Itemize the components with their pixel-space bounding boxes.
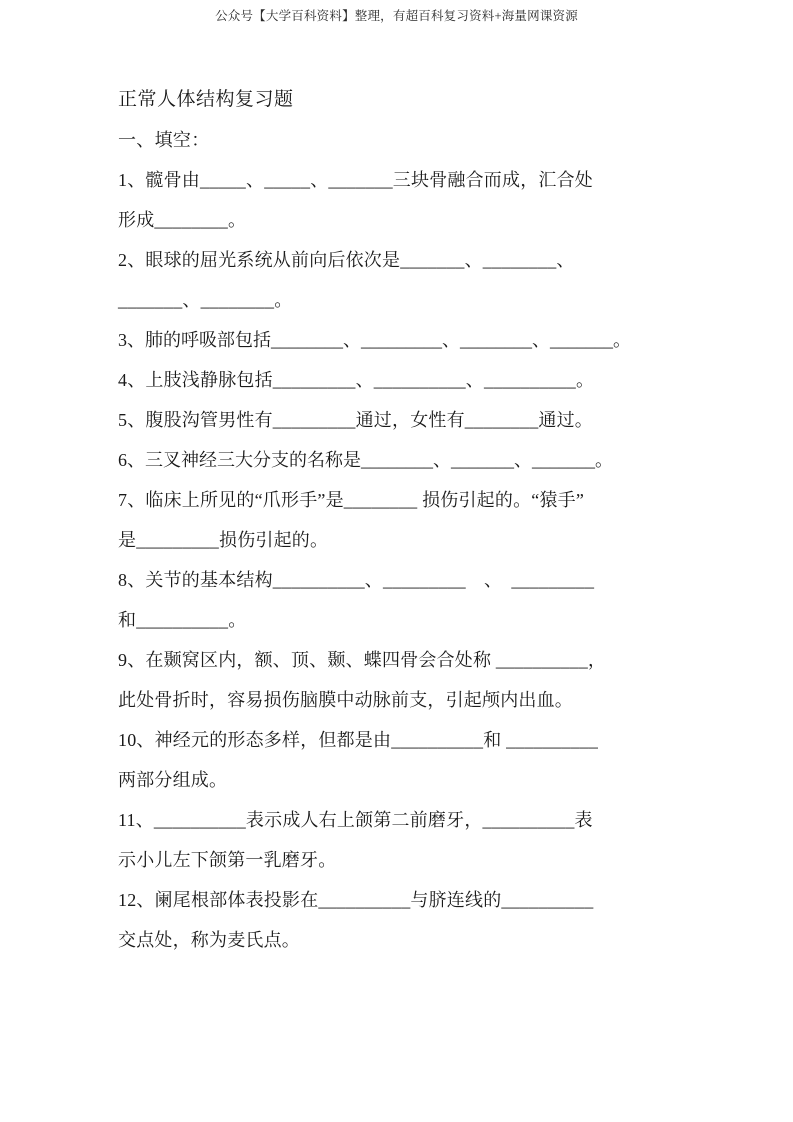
section-heading-fill-in-blank: 一、填空： bbox=[118, 130, 210, 150]
question-6-line-1: 6、三叉神经三大分支的名称是________、_______、_______。 bbox=[118, 450, 613, 470]
question-1-line-2: 形成________。 bbox=[118, 210, 247, 230]
question-12-line-1: 12、阑尾根部体表投影在__________与脐连线的__________ bbox=[118, 890, 594, 910]
question-9-line-2: 此处骨折时，容易损伤脑膜中动脉前支，引起颅内出血。 bbox=[118, 690, 573, 710]
question-3-line-1: 3、肺的呼吸部包括________、_________、________、_______。 bbox=[118, 330, 631, 350]
question-4-line-1: 4、上肢浅静脉包括_________、__________、__________。 bbox=[118, 370, 595, 390]
question-11-line-1: 11、__________表示成人右上颌第二前磨牙，__________表 bbox=[118, 810, 593, 830]
question-7-line-2: 是_________损伤引起的。 bbox=[118, 530, 329, 550]
question-2-line-2: _______、________。 bbox=[118, 290, 293, 310]
question-2-line-1: 2、眼球的屈光系统从前向后依次是_______、________、 bbox=[118, 250, 575, 270]
question-10-line-2: 两部分组成。 bbox=[118, 770, 228, 790]
question-11-line-2: 示小儿左下颌第一乳磨牙。 bbox=[118, 850, 337, 870]
question-8-line-1: 8、关节的基本结构__________、_________ 、 _________ bbox=[118, 570, 595, 590]
page-title: 正常人体结构复习题 bbox=[118, 89, 294, 110]
question-7-line-1: 7、临床上所见的“爪形手”是________ 损伤引起的。“猿手” bbox=[118, 490, 585, 510]
question-8-line-2: 和__________。 bbox=[118, 610, 247, 630]
question-1-line-1: 1、髋骨由_____、_____、_______三块骨融合而成，汇合处 bbox=[118, 170, 593, 190]
document-body bbox=[118, 80, 694, 960]
question-10-line-1: 10、神经元的形态多样，但都是由__________和 __________ bbox=[118, 730, 599, 750]
question-12-line-2: 交点处，称为麦氏点。 bbox=[118, 930, 300, 950]
page-header-note: 公众号【大学百科资料】整理，有超百科复习资料+海量网课资源 bbox=[215, 9, 578, 23]
question-5-line-1: 5、腹股沟管男性有_________通过，女性有________通过。 bbox=[118, 410, 593, 430]
question-9-line-1: 9、在颞窝区内，额、顶、颞、蝶四骨会合处称 __________， bbox=[118, 650, 607, 670]
